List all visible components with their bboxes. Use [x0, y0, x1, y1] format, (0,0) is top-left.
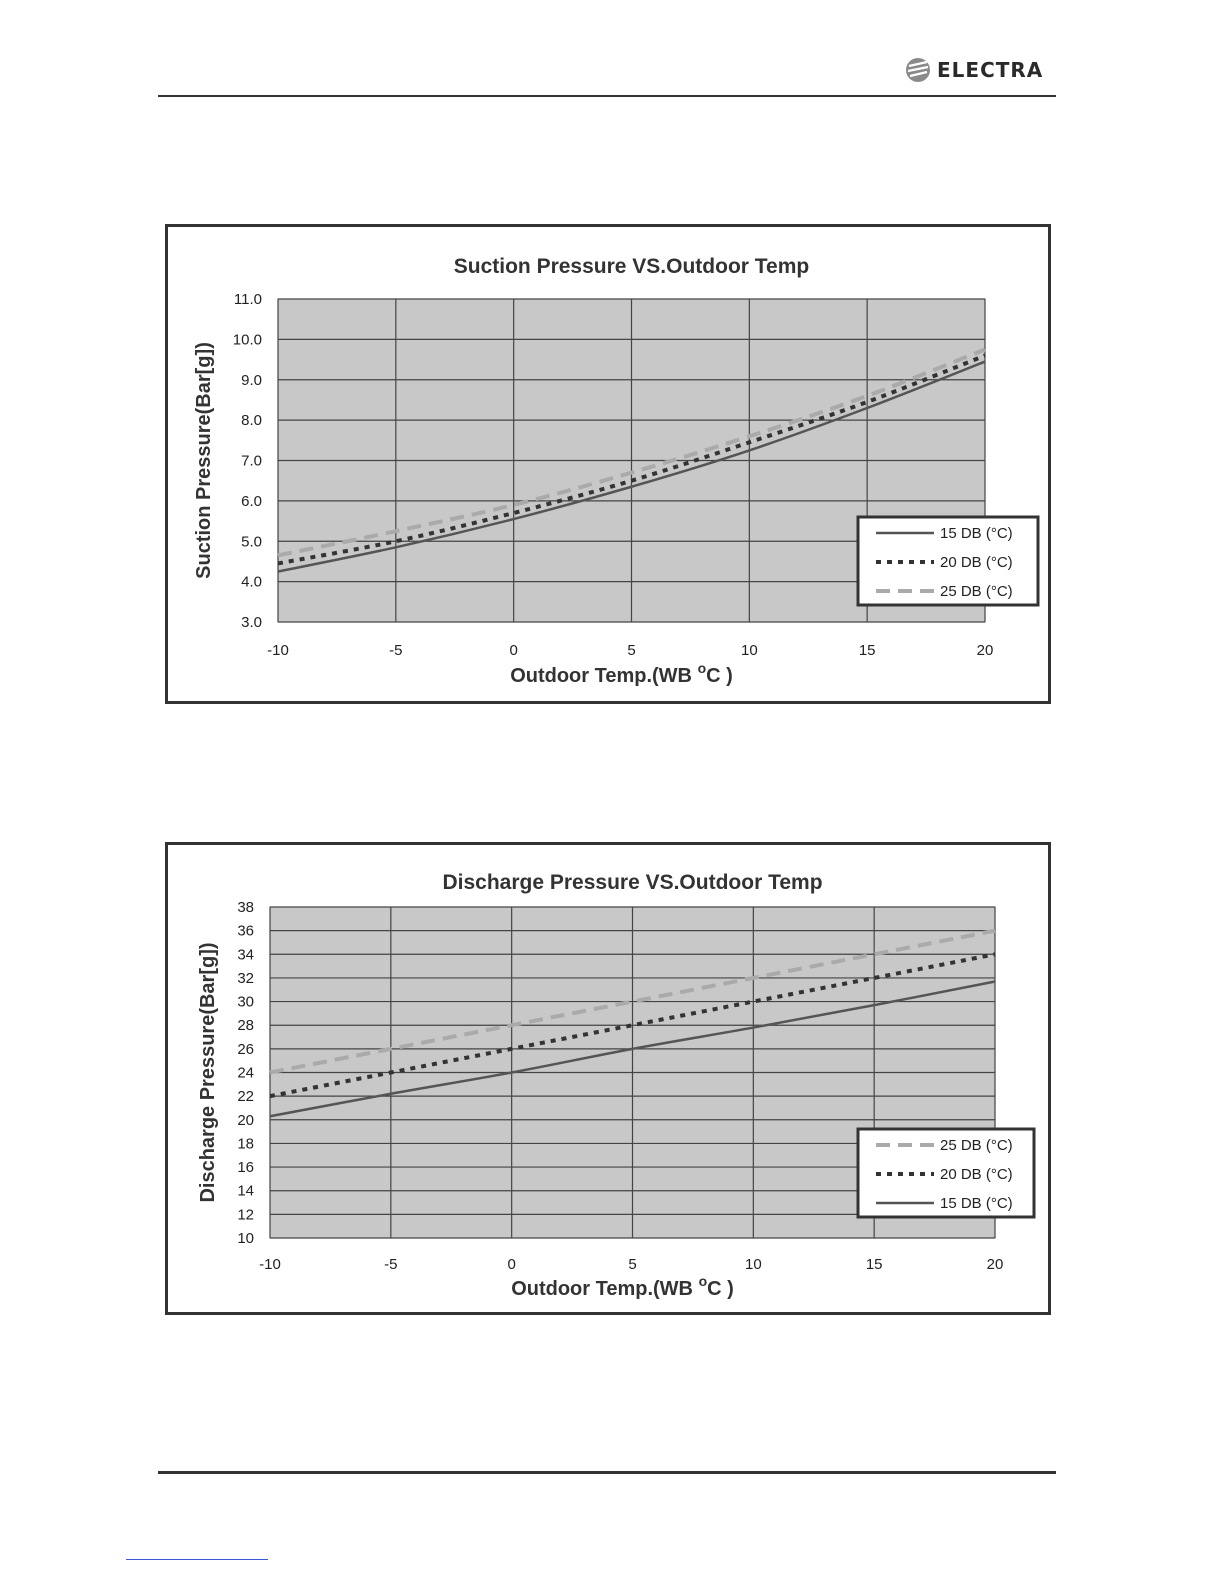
footer-link-underline	[126, 1559, 268, 1560]
y-tick-label: 11.0	[233, 291, 262, 308]
y-tick-label: 18	[237, 1135, 254, 1153]
x-tick-label: -10	[267, 642, 289, 659]
x-tick-label: 15	[865, 1256, 883, 1273]
y-tick-label: 30	[237, 993, 254, 1011]
chart-svg	[168, 227, 1048, 701]
x-tick-label: 10	[740, 642, 758, 659]
y-tick-label: 6.0	[241, 492, 262, 510]
y-tick-label: 8.0	[241, 412, 262, 430]
legend-entry: 25 DB (°C)	[940, 583, 1013, 600]
discharge-pressure-chart	[165, 842, 1051, 1315]
y-tick-label: 28	[237, 1017, 254, 1035]
y-tick-label: 16	[237, 1159, 254, 1177]
x-tick-label: 5	[627, 642, 636, 659]
x-tick-label: 0	[509, 642, 518, 659]
x-tick-label: 15	[858, 642, 876, 659]
y-tick-label: 5.0	[241, 533, 262, 551]
x-tick-label: 20	[986, 1256, 1004, 1273]
x-tick-label: -5	[384, 1256, 398, 1273]
header-rule	[158, 95, 1056, 97]
legend-entry: 20 DB (°C)	[940, 1166, 1013, 1183]
chart-title: Discharge Pressure VS.Outdoor Temp	[442, 871, 823, 894]
y-tick-label: 24	[237, 1064, 254, 1082]
y-tick-label: 26	[237, 1040, 254, 1058]
y-tick-label: 9.0	[241, 371, 262, 389]
chart-title: Suction Pressure VS.Outdoor Temp	[453, 255, 810, 278]
x-tick-label: 10	[744, 1256, 762, 1273]
y-tick-label: 20	[237, 1111, 254, 1129]
y-tick-label: 14	[237, 1182, 254, 1200]
footer-rule	[158, 1471, 1056, 1474]
x-axis-label: Outdoor Temp.(WB $^o$C )	[510, 660, 733, 687]
y-tick-label: 4.0	[241, 573, 262, 591]
y-tick-label: 34	[237, 946, 254, 964]
electra-logo-icon	[905, 57, 931, 83]
y-tick-label: 3.0	[241, 614, 262, 631]
legend-entry: 25 DB (°C)	[940, 1137, 1013, 1154]
x-tick-label: -10	[259, 1256, 281, 1273]
x-tick-label: 0	[507, 1256, 516, 1273]
y-axis-label: Discharge Pressure(Bar[g])	[197, 942, 219, 1203]
x-tick-label: 20	[976, 642, 994, 659]
legend-entry: 20 DB (°C)	[940, 554, 1013, 571]
y-tick-label: 10.0	[232, 331, 262, 349]
chart-svg	[168, 845, 1048, 1312]
x-tick-label: 5	[628, 1256, 637, 1273]
y-axis-label: Suction Pressure(Bar[g])	[193, 342, 215, 579]
electra-logo-text: ELECTRA	[937, 58, 1044, 82]
y-tick-label: 32	[237, 969, 254, 987]
suction-pressure-chart	[165, 224, 1051, 704]
y-tick-label: 38	[237, 899, 254, 916]
electra-logo	[905, 57, 1043, 83]
y-tick-label: 22	[237, 1088, 254, 1106]
x-tick-label: -5	[389, 642, 403, 659]
y-tick-label: 7.0	[241, 452, 262, 470]
legend-entry: 15 DB (°C)	[940, 525, 1013, 542]
y-tick-label: 10	[237, 1230, 254, 1247]
y-tick-label: 36	[237, 922, 254, 940]
x-axis-label: Outdoor Temp.(WB $^o$C )	[511, 1273, 734, 1300]
y-tick-label: 12	[237, 1206, 254, 1224]
legend-entry: 15 DB (°C)	[940, 1195, 1013, 1212]
